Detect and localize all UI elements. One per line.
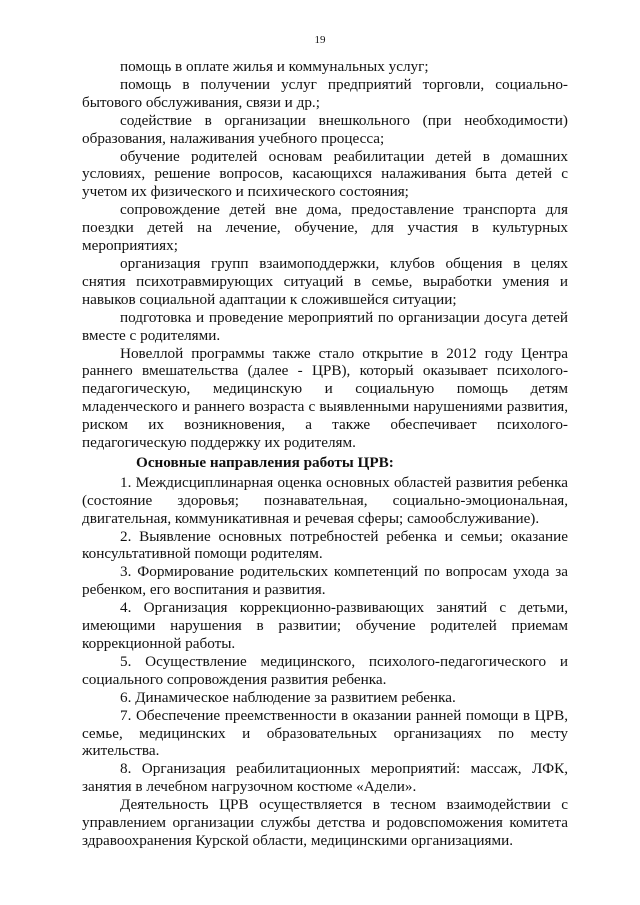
- list-item: 2. Выявление основных потребностей ребенка и семьи; оказание консультативной помощи родителям.: [82, 527, 568, 563]
- list-item: 8. Организация реабилитационных мероприятий: массаж, ЛФК, занятия в лечебном нагрузочном костюме «Адели».: [82, 760, 568, 796]
- list-item: 6. Динамическое наблюдение за развитием ребенка.: [120, 688, 456, 706]
- directions-list: [82, 474, 568, 796]
- page-number: 19: [314, 34, 326, 46]
- list-item: 4. Организация коррекционно-развивающих занятий с детьми, имеющими нарушения в развитии; обучение родителей приемам коррекционной работы.: [82, 599, 568, 652]
- paragraph: обучение родителей основам реабилитации детей в домашних условиях, решение вопросов, касающихся налаживания быта детей с учетом их физического и психического состояния;: [82, 147, 568, 201]
- list-item: 7. Обеспечение преемственности в оказании ранней помощи в ЦРВ, семье, медицинских и образовательных организациях по месту жительства.: [82, 706, 568, 760]
- closing-paragraph: Деятельность ЦРВ осуществляется в тесном взаимодействии с управлением организации службы детства и родовспоможения комитета здравоохранения Курской области, медицинскими организациями.: [82, 796, 568, 849]
- list-item: 3. Формирование родительских компетенций по вопросам ухода за ребенком, его воспитания и развития.: [82, 563, 568, 599]
- paragraph: организация групп взаимоподдержки, клубов общения в целях снятия психотравмирующих ситуаций в семье, выработки умения и навыков социальной адаптации к сложившейся ситуации;: [82, 254, 568, 308]
- list-item: 5. Осуществление медицинского, психолого-педагогического и социального сопровождения развития ребенка.: [82, 652, 568, 688]
- list-item: 1. Междисциплинарная оценка основных областей развития ребенка (состояние здоровья; познавательная, социально-эмоциональная, двигательная, коммуникативная и речевая сферы; самообслуживание).: [82, 473, 568, 527]
- paragraph: помощь в оплате жилья и коммунальных услуг;: [120, 58, 429, 75]
- paragraph: подготовка и проведение мероприятий по организации досуга детей вместе с родителями.: [82, 308, 568, 344]
- page-content: [82, 58, 568, 850]
- paragraph: Новеллой программы также стало открытие в 2012 году Центра раннего вмешательства (далее - ЦРВ), который оказывает психолого-педагогическую, медицинскую и социальную помощь детям младенческого и раннего возраста с выявленными нарушениями развития, риском их возникновения, а также обеспечивает психолого-педагогическую поддержку их родителям.: [82, 344, 568, 452]
- section-heading: Основные направления работы ЦРВ:: [136, 453, 394, 471]
- paragraph: содействие в организации внешкольного (при необходимости) образования, налаживания учебного процесса;: [82, 111, 568, 147]
- paragraph: сопровождение детей вне дома, предоставление транспорта для поездки детей на лечение, обучение, для участия в культурных мероприятиях;: [82, 201, 568, 255]
- paragraph: помощь в получении услуг предприятий торговли, социально-бытового обслуживания, связи и др.;: [82, 75, 568, 111]
